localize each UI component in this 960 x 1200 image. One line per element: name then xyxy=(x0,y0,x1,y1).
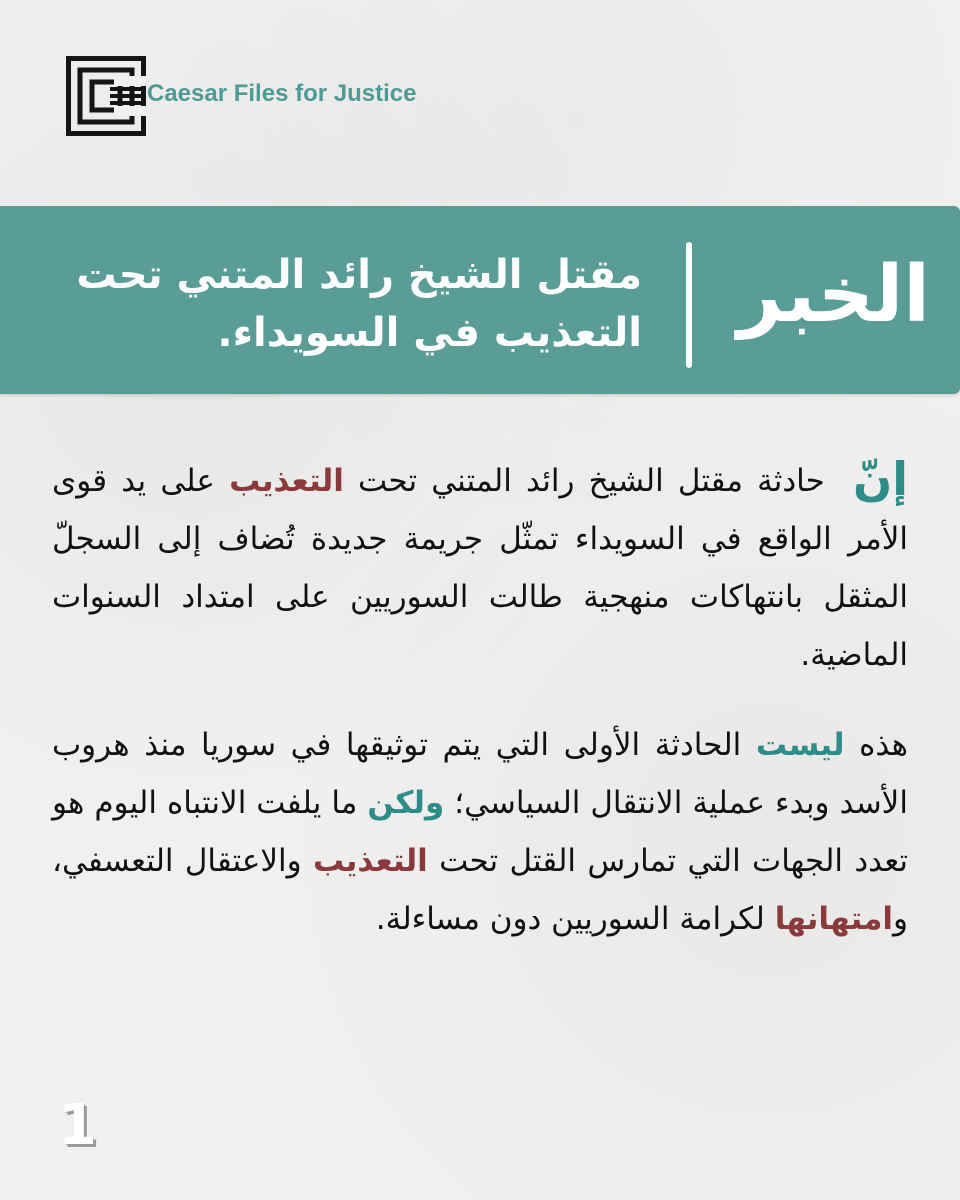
headline-title: مقتل الشيخ رائد المتني تحت التعذيب في السويداء. xyxy=(76,252,642,356)
highlight-humiliation: امتهانها xyxy=(774,901,894,937)
highlight-not: ليست xyxy=(755,727,845,763)
banner-divider xyxy=(686,242,692,368)
text-segment: هذه xyxy=(844,727,909,763)
text-segment: على يد قوى الأمر الواقع في السويداء تمثّل جريمة جديدة تُضاف إلى السجلّ المثقل بانتهاكات منهجية طالت السوريين على امتداد السنوات الماضية. xyxy=(52,463,908,673)
highlight-but: ولكن xyxy=(367,785,445,821)
text-segment: والاعتقال التعسفي، و xyxy=(52,843,908,937)
highlight-torture: التعذيب xyxy=(312,843,428,879)
text-segment: الحادثة الأولى التي يتم توثيقها في سوريا منذ هروب الأسد وبدء عملية الانتقال السياسي؛ xyxy=(52,727,908,821)
paragraph-2 xyxy=(52,716,908,948)
lead-word: إنّ xyxy=(852,452,908,506)
paragraph-1 xyxy=(52,446,908,684)
headline-banner xyxy=(0,206,960,394)
text-segment: حادثة مقتل الشيخ رائد المتني تحت xyxy=(343,463,839,499)
text-segment: لكرامة السوريين دون مساءلة. xyxy=(375,901,775,937)
caesar-files-logo-icon xyxy=(66,56,146,136)
brand-name: Caesar Files for Justice xyxy=(147,80,417,107)
page-number: 1 xyxy=(58,1093,97,1158)
section-label: الخبر xyxy=(737,250,930,340)
article-body xyxy=(52,446,908,948)
text-segment: ما يلفت الانتباه اليوم هو تعدد الجهات التي تمارس القتل تحت xyxy=(52,785,908,879)
highlight-torture: التعذيب xyxy=(229,463,344,499)
